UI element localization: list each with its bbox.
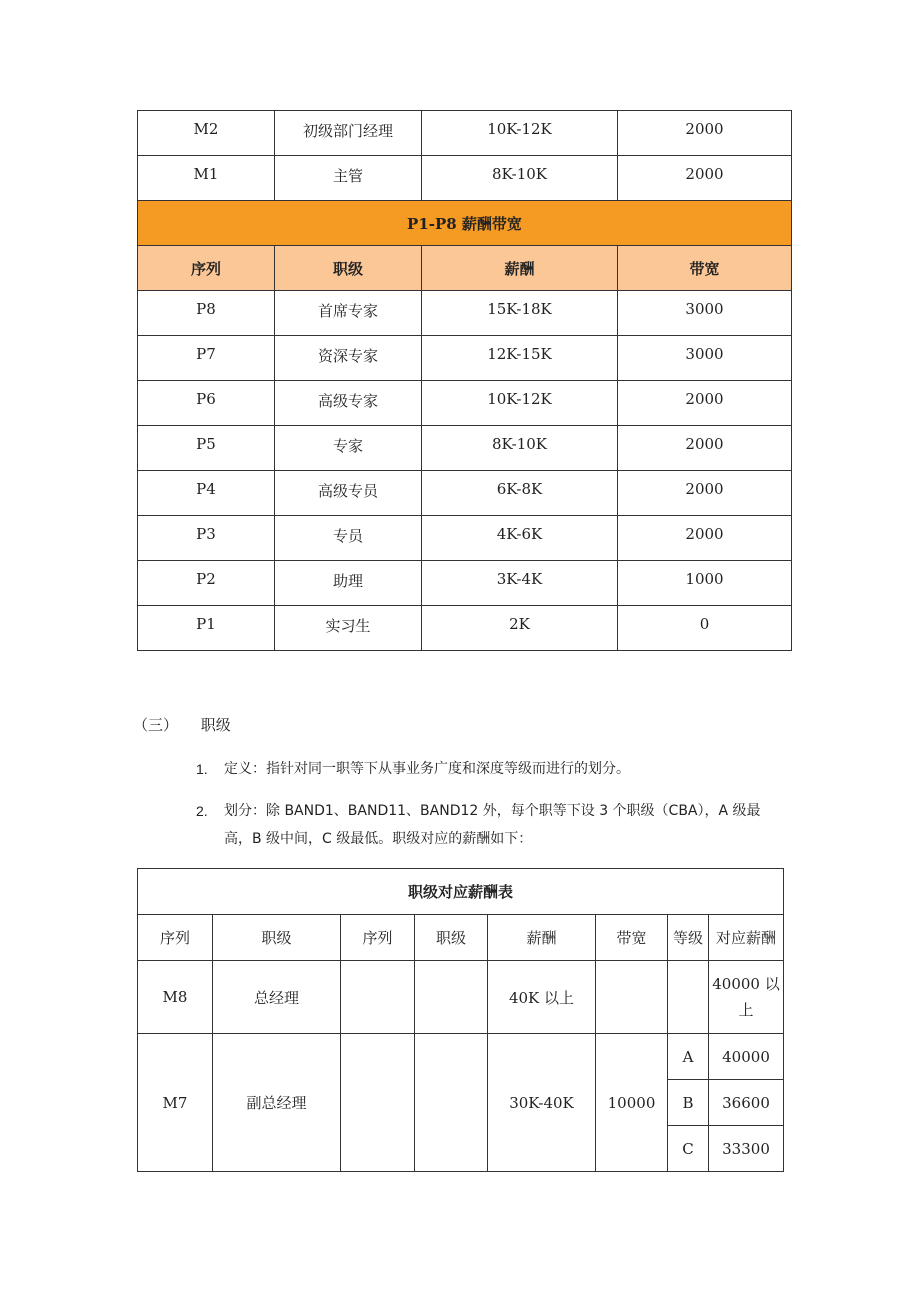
header-cell: 带宽 (596, 915, 668, 961)
salary-cell: 8K-10K (422, 426, 618, 471)
band-cell: 2000 (618, 156, 792, 201)
header-band: 带宽 (618, 246, 792, 291)
level-cell: 专员 (275, 516, 422, 561)
list-text: 划分：除 BAND1、BAND11、BAND12 外，每个职等下设 3 个职级（CBA），A 级最高，B 级中间，C 级最低。职级对应的薪酬如下： (224, 803, 761, 847)
list-item (196, 755, 786, 783)
seq-cell: M1 (138, 156, 275, 201)
table-row (138, 516, 792, 561)
level-cell: 高级专家 (275, 381, 422, 426)
table-row (138, 156, 792, 201)
seq-cell: P6 (138, 381, 275, 426)
empty-cell (341, 1034, 415, 1172)
list-item (196, 797, 786, 853)
list-ordinal: 1. (196, 761, 208, 777)
list-ordinal: 2. (196, 803, 208, 819)
band-cell: 2000 (618, 471, 792, 516)
grade-cell: B (668, 1080, 709, 1126)
band-title-row (138, 201, 792, 246)
table-row (138, 1034, 784, 1080)
seq-cell: M2 (138, 111, 275, 156)
salary-cell: 6K-8K (422, 471, 618, 516)
pay-cell: 40000 (709, 1034, 784, 1080)
empty-cell (596, 961, 668, 1034)
seq-cell: M8 (138, 961, 213, 1034)
header-cell: 对应薪酬 (709, 915, 784, 961)
grade-cell: C (668, 1126, 709, 1172)
band-cell: 2000 (618, 381, 792, 426)
table-title: 职级对应薪酬表 (138, 869, 784, 915)
seq-cell: P3 (138, 516, 275, 561)
salary-cell: 10K-12K (422, 111, 618, 156)
band-cell: 10000 (596, 1034, 668, 1172)
band-cell: 3000 (618, 291, 792, 336)
seq-cell: P1 (138, 606, 275, 651)
salary-cell: 30K-40K (488, 1034, 596, 1172)
section-heading (133, 714, 231, 735)
list-text: 定义：指针对同一职等下从事业务广度和深度等级而进行的划分。 (224, 761, 630, 777)
level-cell: 助理 (275, 561, 422, 606)
table-row (138, 561, 792, 606)
header-cell: 等级 (668, 915, 709, 961)
table-row (138, 381, 792, 426)
band-cell: 0 (618, 606, 792, 651)
header-cell: 职级 (415, 915, 488, 961)
salary-cell: 15K-18K (422, 291, 618, 336)
header-salary: 薪酬 (422, 246, 618, 291)
salary-cell: 10K-12K (422, 381, 618, 426)
level-cell: 实习生 (275, 606, 422, 651)
table-row (138, 961, 784, 1034)
empty-cell (341, 961, 415, 1034)
table-row (138, 426, 792, 471)
header-seq: 序列 (138, 246, 275, 291)
salary-cell: 40K 以上 (488, 961, 596, 1034)
level-salary-table (137, 868, 784, 1172)
seq-cell: P2 (138, 561, 275, 606)
pay-cell: 40000 以上 (709, 961, 784, 1034)
section-title: 职级 (200, 716, 231, 734)
header-cell: 序列 (341, 915, 415, 961)
header-row (138, 915, 784, 961)
empty-cell (668, 961, 709, 1034)
level-cell: 首席专家 (275, 291, 422, 336)
salary-cell: 12K-15K (422, 336, 618, 381)
salary-cell: 4K-6K (422, 516, 618, 561)
level-cell: 专家 (275, 426, 422, 471)
level-cell: 总经理 (213, 961, 341, 1034)
grade-cell: A (668, 1034, 709, 1080)
band-cell: 3000 (618, 336, 792, 381)
band-cell: 1000 (618, 561, 792, 606)
salary-cell: 8K-10K (422, 156, 618, 201)
salary-cell: 2K (422, 606, 618, 651)
band-title: P1-P8 薪酬带宽 (138, 201, 792, 246)
level-cell: 高级专员 (275, 471, 422, 516)
level-cell: 副总经理 (213, 1034, 341, 1172)
header-row (138, 246, 792, 291)
table-row (138, 471, 792, 516)
header-cell: 薪酬 (488, 915, 596, 961)
empty-cell (415, 1034, 488, 1172)
band-cell: 2000 (618, 516, 792, 561)
header-cell: 职级 (213, 915, 341, 961)
header-level: 职级 (275, 246, 422, 291)
level-cell: 资深专家 (275, 336, 422, 381)
level-cell: 主管 (275, 156, 422, 201)
header-cell: 序列 (138, 915, 213, 961)
band-cell: 2000 (618, 111, 792, 156)
table-title-row (138, 869, 784, 915)
seq-cell: P4 (138, 471, 275, 516)
section-number: （三） (133, 716, 179, 734)
table-row (138, 336, 792, 381)
table-row (138, 111, 792, 156)
seq-cell: P8 (138, 291, 275, 336)
seq-cell: M7 (138, 1034, 213, 1172)
empty-cell (415, 961, 488, 1034)
seq-cell: P5 (138, 426, 275, 471)
band-cell: 2000 (618, 426, 792, 471)
salary-band-table (137, 110, 792, 651)
pay-cell: 33300 (709, 1126, 784, 1172)
table-row (138, 291, 792, 336)
table-row (138, 606, 792, 651)
salary-cell: 3K-4K (422, 561, 618, 606)
seq-cell: P7 (138, 336, 275, 381)
pay-cell: 36600 (709, 1080, 784, 1126)
level-cell: 初级部门经理 (275, 111, 422, 156)
